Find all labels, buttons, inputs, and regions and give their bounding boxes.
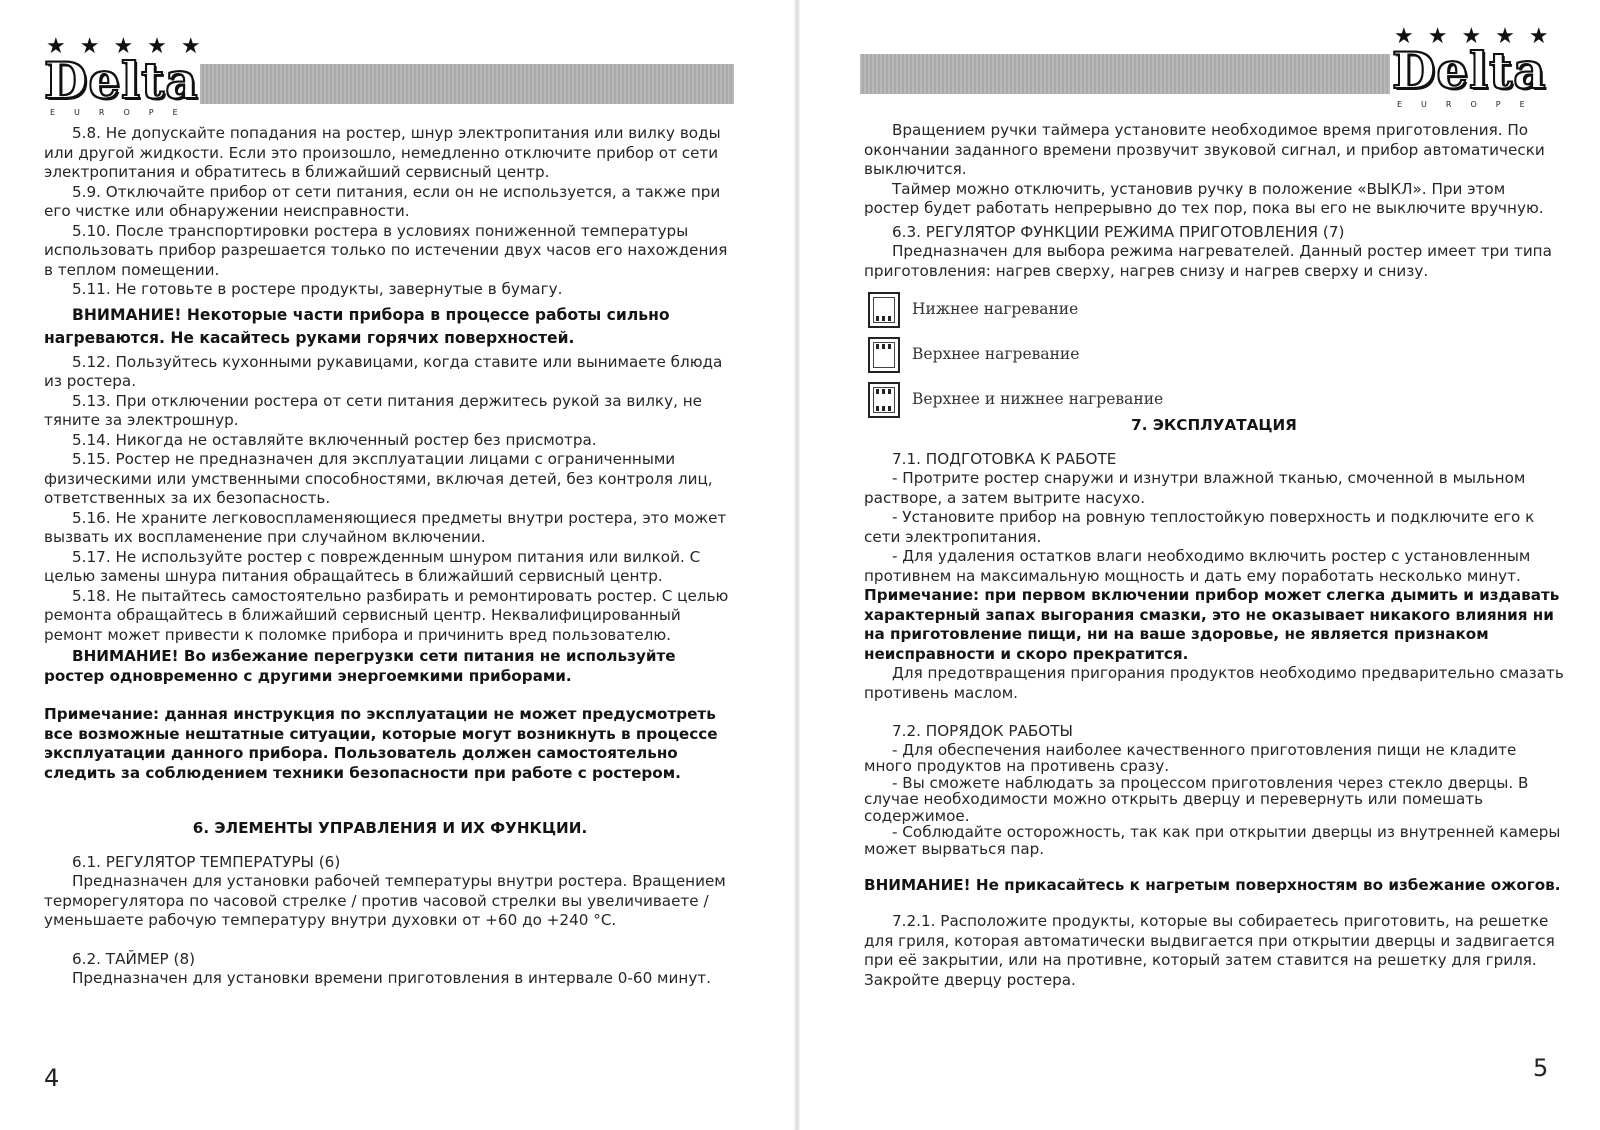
heat-mode-bottom [868, 287, 1564, 332]
bottom-heating-icon [868, 292, 900, 328]
warning-burns: ВНИМАНИЕ! Не прикасайтесь к нагретым поверхностям во избежание ожогов. [864, 875, 1561, 894]
section-7-heading: 7. ЭКСПЛУАТАЦИЯ [1131, 416, 1297, 434]
prep-item-1: - Протрите ростер снаружи и изнутри влажной тканью, смоченной в мыльном растворе, а затем вытрите насухо. [864, 469, 1526, 507]
rating-stars-right: ★★★★★ [1394, 24, 1563, 49]
heat-mode-top [868, 332, 1564, 377]
page-number-right: 5 [1533, 1054, 1549, 1082]
subsection-6-3-title: 6.3. РЕГУЛЯТОР ФУНКЦИИ РЕЖИМА ПРИГОТОВЛЕНИЯ (7) [892, 222, 1345, 241]
rating-stars: ★★★★★ [46, 34, 215, 59]
first-use-note: Примечание: при первом включении прибор может слегка дымить и издавать характерный запах выгорания смазки, это не оказывает никакого влияния ни на приготовление пищи, ни на ваше здоровье, не является признаком неисправности и скоро прекратится. [864, 586, 1560, 663]
prep-item-3: - Для удаления остатков влаги необходимо включить ростер с установленным противнем на максимальную мощность и дать ему поработать несколько минут. [864, 547, 1531, 585]
subsection-6-3-text: Предназначен для выбора режима нагревателей. Данный ростер имеет три типа приготовления: нагрев сверху, нагрев снизу и нагрев сверху и снизу. [864, 242, 1552, 280]
timer-paragraph-2: Таймер можно отключить, установив ручку в положение «ВЫКЛ». При этом ростер будет работать непрерывно до тех пор, пока вы его не выключите вручную. [864, 179, 1544, 217]
delta-logo: Delta [44, 51, 199, 110]
right-page [800, 0, 1600, 1130]
subsection-7-2-title: 7.2. ПОРЯДОК РАБОТЫ [892, 722, 1073, 740]
paragraph-5-14: 5.14. Никогда не оставляйте включенный ростер без присмотра. [72, 430, 597, 449]
paragraph-5-8: 5.8. Не допускайте попадания на ростер, шнур электропитания или вилку воды или другой жидкости. Если это произошло, немедленно отключите прибор от сети электропитания и обратитесь в ближайший сервисный центр. [44, 124, 721, 181]
paragraph-5-12: 5.12. Пользуйтесь кухонными рукавицами, когда ставите или вынимаете блюда из ростера. [44, 352, 723, 390]
paragraph-5-18: 5.18. Не пытайтесь самостоятельно разбирать и ремонтировать ростер. С целью ремонта обращайтесь в ближайший сервисный центр. Неквалифицированный ремонт может привести к поломке прибора и причинить вред пользователю. [44, 586, 729, 644]
warning-hot-surfaces: ВНИМАНИЕ! Некоторые части прибора в процессе работы сильно нагреваются. Не касайтесь руками горячих поверхностей. [44, 305, 670, 347]
left-text-column [44, 124, 736, 989]
paragraph-5-15: 5.15. Ростер не предназначен для эксплуатации лицами с ограниченными физическими или умственными способностями, включая детей, без контроля лиц, ответственных за их безопасность. [44, 450, 713, 507]
subsection-6-2-text: Предназначен для установки времени приготовления в интервале 0-60 минут. [72, 969, 711, 987]
logo-subtitle-right: EUROPE [1397, 100, 1544, 109]
paragraph-5-16: 5.16. Не храните легковоспламеняющиеся предметы внутри ростера, это может вызвать их воспламенение при случайном включении. [44, 508, 727, 546]
paragraph-5-13: 5.13. При отключении ростера от сети питания держитесь рукой за вилку, не тяните за электрошнур. [44, 391, 702, 429]
step-7-2-1: 7.2.1. Расположите продукты, которые вы собираетесь приготовить, на решетке для гриля, которая автоматически выдвигается при открытии дверцы и задвигается при её закрытии, или на противне, который затем ставится на решетку для гриля. Закройте дверцу ростера. [864, 912, 1555, 989]
logo-subtitle: EUROPE [50, 108, 197, 117]
subsection-6-1-text: Предназначен для установки рабочей температуры внутри ростера. Вращением терморегулятора по часовой стрелке / против часовой стрелки вы увеличиваете / уменьшаете рабочую температуру внутри духовки от +60 до +240 °С. [44, 872, 726, 929]
top-bottom-heating-icon [868, 382, 900, 418]
top-heating-icon [868, 337, 900, 373]
warning-overload: ВНИМАНИЕ! Во избежание перегрузки сети питания не используйте ростер одновременно с другими энергоемкими приборами. [44, 647, 676, 685]
order-item-2: - Вы сможете наблюдать за процессом приготовления через стекло дверцы. В случае необходимости можно открыть дверцу и перевернуть или помешать содержимое. [864, 773, 1529, 825]
order-item-3: - Соблюдайте осторожность, так как при открытии дверцы из внутренней камеры может вырваться пар. [864, 823, 1561, 859]
header-bar-right [860, 54, 1390, 94]
paragraph-5-9: 5.9. Отключайте прибор от сети питания, если он не используется, а также при его чистке или обнаружении неисправности. [44, 182, 721, 220]
paragraph-5-11: 5.11. Не готовьте в ростере продукты, завернутые в бумагу. [72, 280, 563, 298]
paragraph-5-17: 5.17. Не используйте ростер с поврежденным шнуром питания или вилкой. С целью замены шнура питания обращайтесь в ближайший сервисный центр. [44, 547, 701, 585]
paragraph-5-10: 5.10. После транспортировки ростера в условиях пониженной температуры использовать прибор разрешается только по истечении двух часов его нахождения в теплом помещении. [44, 221, 728, 279]
timer-paragraph-1: Вращением ручки таймера установите необходимое время приготовления. По окончании заданного времени прозвучит звуковой сигнал, и прибор автоматически выключится. [864, 121, 1545, 178]
safety-note: Примечание: данная инструкция по эксплуатации не может предусмотреть все возможные нештатные ситуации, которые могут возникнуть в процессе эксплуатации данного прибора. Пользователь должен самостоятельно следить за соблюдением техники безопасности при работе с ростером. [44, 705, 718, 782]
heat-mode-label: Верхнее и нижнее нагревание [912, 389, 1164, 408]
oil-tip: Для предотвращения пригорания продуктов необходимо предварительно смазать противень маслом. [864, 664, 1564, 702]
right-text-column [864, 121, 1564, 990]
prep-item-2: - Установите прибор на ровную теплостойкую поверхность и подключите его к сети электропитания. [864, 508, 1535, 546]
subsection-6-1-title: 6.1. РЕГУЛЯТОР ТЕМПЕРАТУРЫ (6) [72, 852, 341, 871]
section-6-heading: 6. ЭЛЕМЕНТЫ УПРАВЛЕНИЯ И ИХ ФУНКЦИИ. [192, 819, 588, 837]
order-item-1: - Для обеспечения наиболее качественного приготовления пищи не кладите много продуктов на противень сразу. [864, 740, 1517, 776]
heat-mode-label: Верхнее нагревание [912, 344, 1080, 363]
delta-logo-right: Delta [1392, 41, 1547, 100]
subsection-6-2-title: 6.2. ТАЙМЕР (8) [72, 949, 196, 968]
subsection-7-1-title: 7.1. ПОДГОТОВКА К РАБОТЕ [892, 449, 1117, 468]
header-bar [200, 64, 734, 104]
heat-mode-label: Нижнее нагревание [912, 299, 1079, 318]
left-page [0, 0, 795, 1130]
page-number-left: 4 [44, 1064, 60, 1092]
